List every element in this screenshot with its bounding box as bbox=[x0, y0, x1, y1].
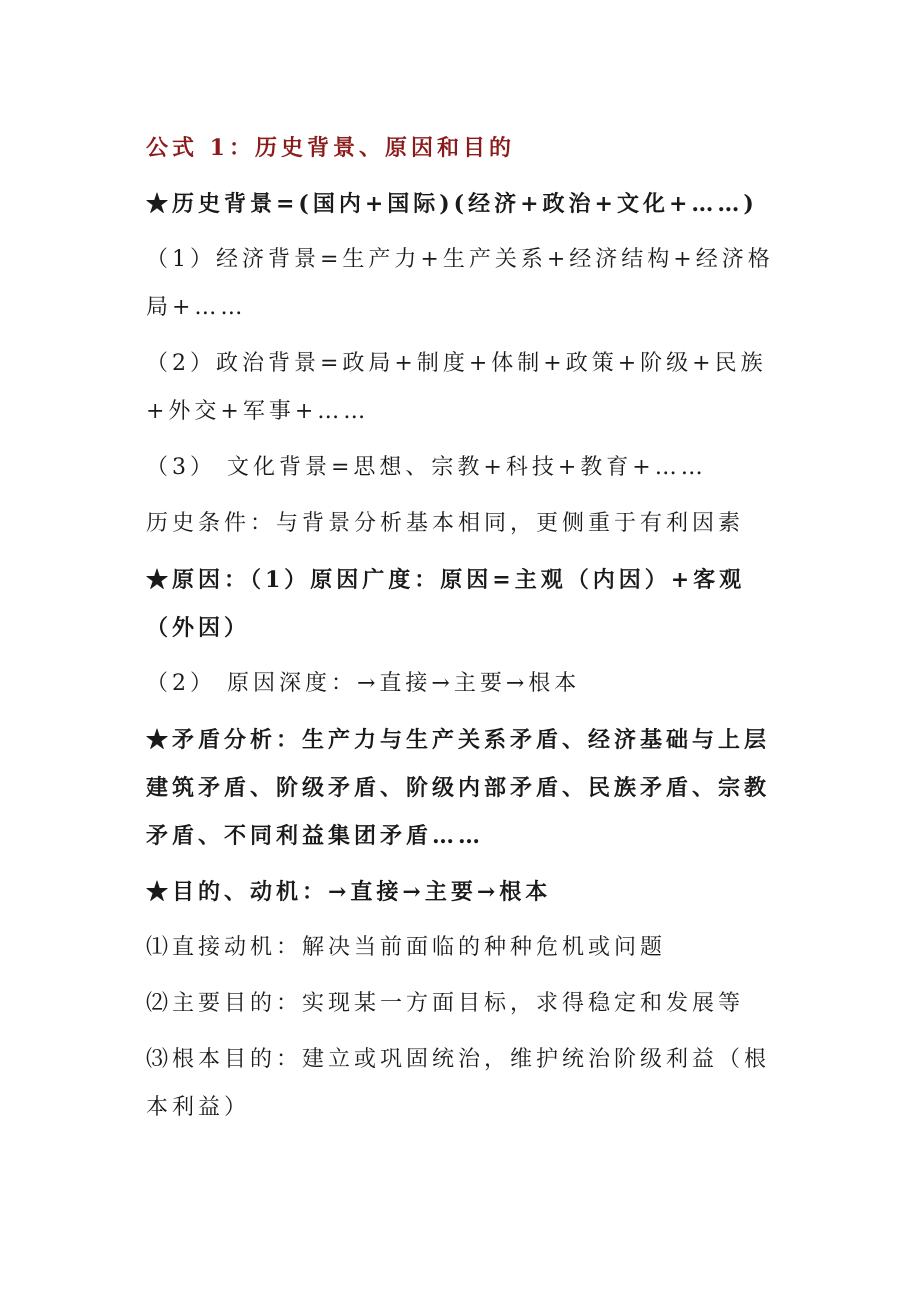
cultural-background: （3） 文化背景=思想、宗教+科技+教育+…… bbox=[146, 455, 707, 480]
formula-title: 公式 1：历史背景、原因和目的 bbox=[146, 135, 515, 161]
main-purpose: ⑵主要目的：实现某一方面目标，求得稳定和发展等 bbox=[146, 991, 745, 1016]
document-content bbox=[146, 124, 776, 1132]
historical-background-heading: ★历史背景=(国内+国际)(经济+政治+文化+……) bbox=[146, 191, 758, 217]
direct-motive: ⑴直接动机：解决当前面临的种种危机或问题 bbox=[146, 935, 667, 960]
contradiction-analysis: ★矛盾分析：生产力与生产关系矛盾、经济基础与上层建筑矛盾、阶级矛盾、阶级内部矛盾、民族矛盾、宗教矛盾、不同利益集团矛盾…… bbox=[146, 727, 771, 849]
historical-conditions: 历史条件：与背景分析基本相同，更侧重于有利因素 bbox=[146, 511, 745, 536]
fundamental-purpose: ⑶根本目的：建立或巩固统治，维护统治阶级利益（根本利益） bbox=[146, 1047, 771, 1120]
causes-depth: （2） 原因深度：→直接→主要→根本 bbox=[146, 671, 581, 696]
purpose-motive-heading: ★目的、动机：→直接→主要→根本 bbox=[146, 879, 552, 905]
political-background: （2）政治背景=政局+制度+体制+政策+阶级+民族+外交+军事+…… bbox=[146, 351, 767, 424]
causes-breadth: ★原因：（1）原因广度：原因=主观（内因）+客观（外因） bbox=[146, 567, 746, 641]
economic-background: （1）经济背景=生产力+生产关系+经济结构+经济格局+…… bbox=[146, 247, 774, 320]
